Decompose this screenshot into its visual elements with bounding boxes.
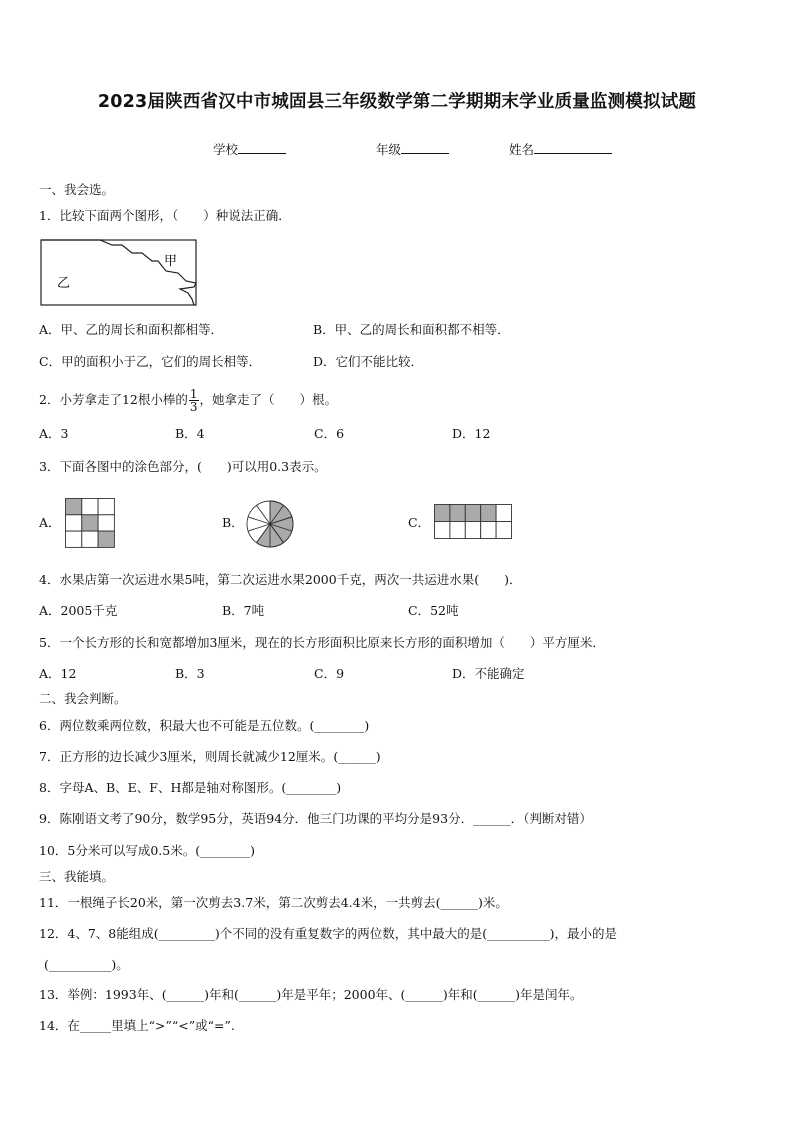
q4-option-b[interactable]: B．7吨 [222, 603, 265, 618]
q3-option-a[interactable]: A． [39, 515, 61, 530]
question-9: 9．陈刚语文考了90分，数学95分，英语94分．他三门功课的平均分是93分．______．（判断对错） [39, 811, 592, 826]
question-12-cont: (__________)。 [44, 957, 129, 972]
q1-figure [40, 239, 198, 307]
fig-label-yi: 乙 [57, 276, 71, 291]
question-10: 10．5分米可以写成0.5米。(________) [39, 843, 255, 858]
question-3: 3．下面各图中的涂色部分，( )可以用0.3表示。 [39, 459, 327, 474]
page-title: 2023届陕西省汉中市城固县三年级数学第二学期期末学业质量监测模拟试题 [97, 92, 697, 112]
question-5: 5．一个长方形的长和宽都增加3厘米，现在的长方形面积比原来长方形的面积增加（ ）平方厘米． [39, 635, 605, 650]
question-1: 1．比较下面两个图形，（ ）种说法正确． [39, 208, 291, 223]
section-1-heading: 一、我会选。 [39, 182, 115, 197]
school-field[interactable] [213, 140, 286, 158]
section-2-heading: 二、我会判断。 [39, 691, 127, 706]
question-14: 14．在_____里填上“>”“<”或“=”. [39, 1018, 235, 1033]
q1-option-b[interactable]: B．甲、乙的周长和面积都不相等． [313, 322, 510, 337]
q2-option-c[interactable]: C．6 [314, 426, 345, 441]
q1-option-c[interactable]: C．甲的面积小于乙，它们的周长相等． [39, 354, 262, 369]
q3-option-c[interactable]: C． [408, 515, 431, 530]
q2-text-post: ，她拿走了（ ）根。 [199, 392, 338, 407]
q5-option-b[interactable]: B．3 [175, 666, 205, 681]
grade-field[interactable] [376, 140, 449, 158]
fraction-numerator: 1 [189, 387, 198, 401]
q5-option-a[interactable]: A．12 [39, 666, 77, 681]
q1-option-a[interactable]: A．甲、乙的周长和面积都相等． [39, 322, 224, 337]
question-11: 11．一根绳子长20米，第一次剪去3.7米，第二次剪去4.4米，一共剪去(______)米。 [39, 895, 508, 910]
question-7: 7．正方形的边长减少3厘米，则周长就减少12厘米。(______) [39, 749, 381, 764]
q2-text-pre: 2．小芳拿走了12根小棒的 [39, 392, 188, 407]
q3-circle-b [245, 499, 295, 549]
q5-option-d[interactable]: D．不能确定 [452, 666, 525, 681]
fig-label-jia: 甲 [164, 254, 178, 269]
q5-option-c[interactable]: C．9 [314, 666, 345, 681]
q4-option-c[interactable]: C．52吨 [408, 603, 459, 618]
name-field[interactable] [509, 140, 612, 158]
fraction [189, 388, 199, 413]
question-4: 4．水果店第一次运进水果5吨，第二次运进水果2000千克，两次一共运进水果( )． [39, 572, 522, 587]
q4-option-a[interactable]: A．2005千克 [39, 603, 118, 618]
section-3-heading: 三、我能填。 [39, 869, 115, 884]
q3-option-b[interactable]: B． [222, 515, 244, 530]
question-6: 6．两位数乘两位数，积最大也不可能是五位数。(________) [39, 718, 370, 733]
q3-strip-c [434, 504, 514, 540]
fraction-denominator: 3 [189, 400, 198, 414]
question-8: 8．字母A、B、E、F、H都是轴对称图形。(________) [39, 780, 342, 795]
question-13: 13．举例：1993年、(______)年和(______)年是平年；2000年、(______)年和(______)年是闰年。 [39, 987, 583, 1002]
question-2 [39, 388, 337, 413]
name-label: 姓名 [509, 142, 535, 157]
question-12: 12．4、7、8能组成(_________)个不同的没有重复数字的两位数，其中最大的是(__________)，最小的是 [39, 926, 618, 941]
q3-grid-a [65, 498, 117, 549]
school-label: 学校 [213, 142, 239, 157]
q2-option-b[interactable]: B．4 [175, 426, 205, 441]
q1-option-d[interactable]: D．它们不能比较． [313, 354, 424, 369]
q2-option-a[interactable]: A．3 [39, 426, 69, 441]
grade-label: 年级 [376, 142, 402, 157]
q2-option-d[interactable]: D．12 [452, 426, 491, 441]
